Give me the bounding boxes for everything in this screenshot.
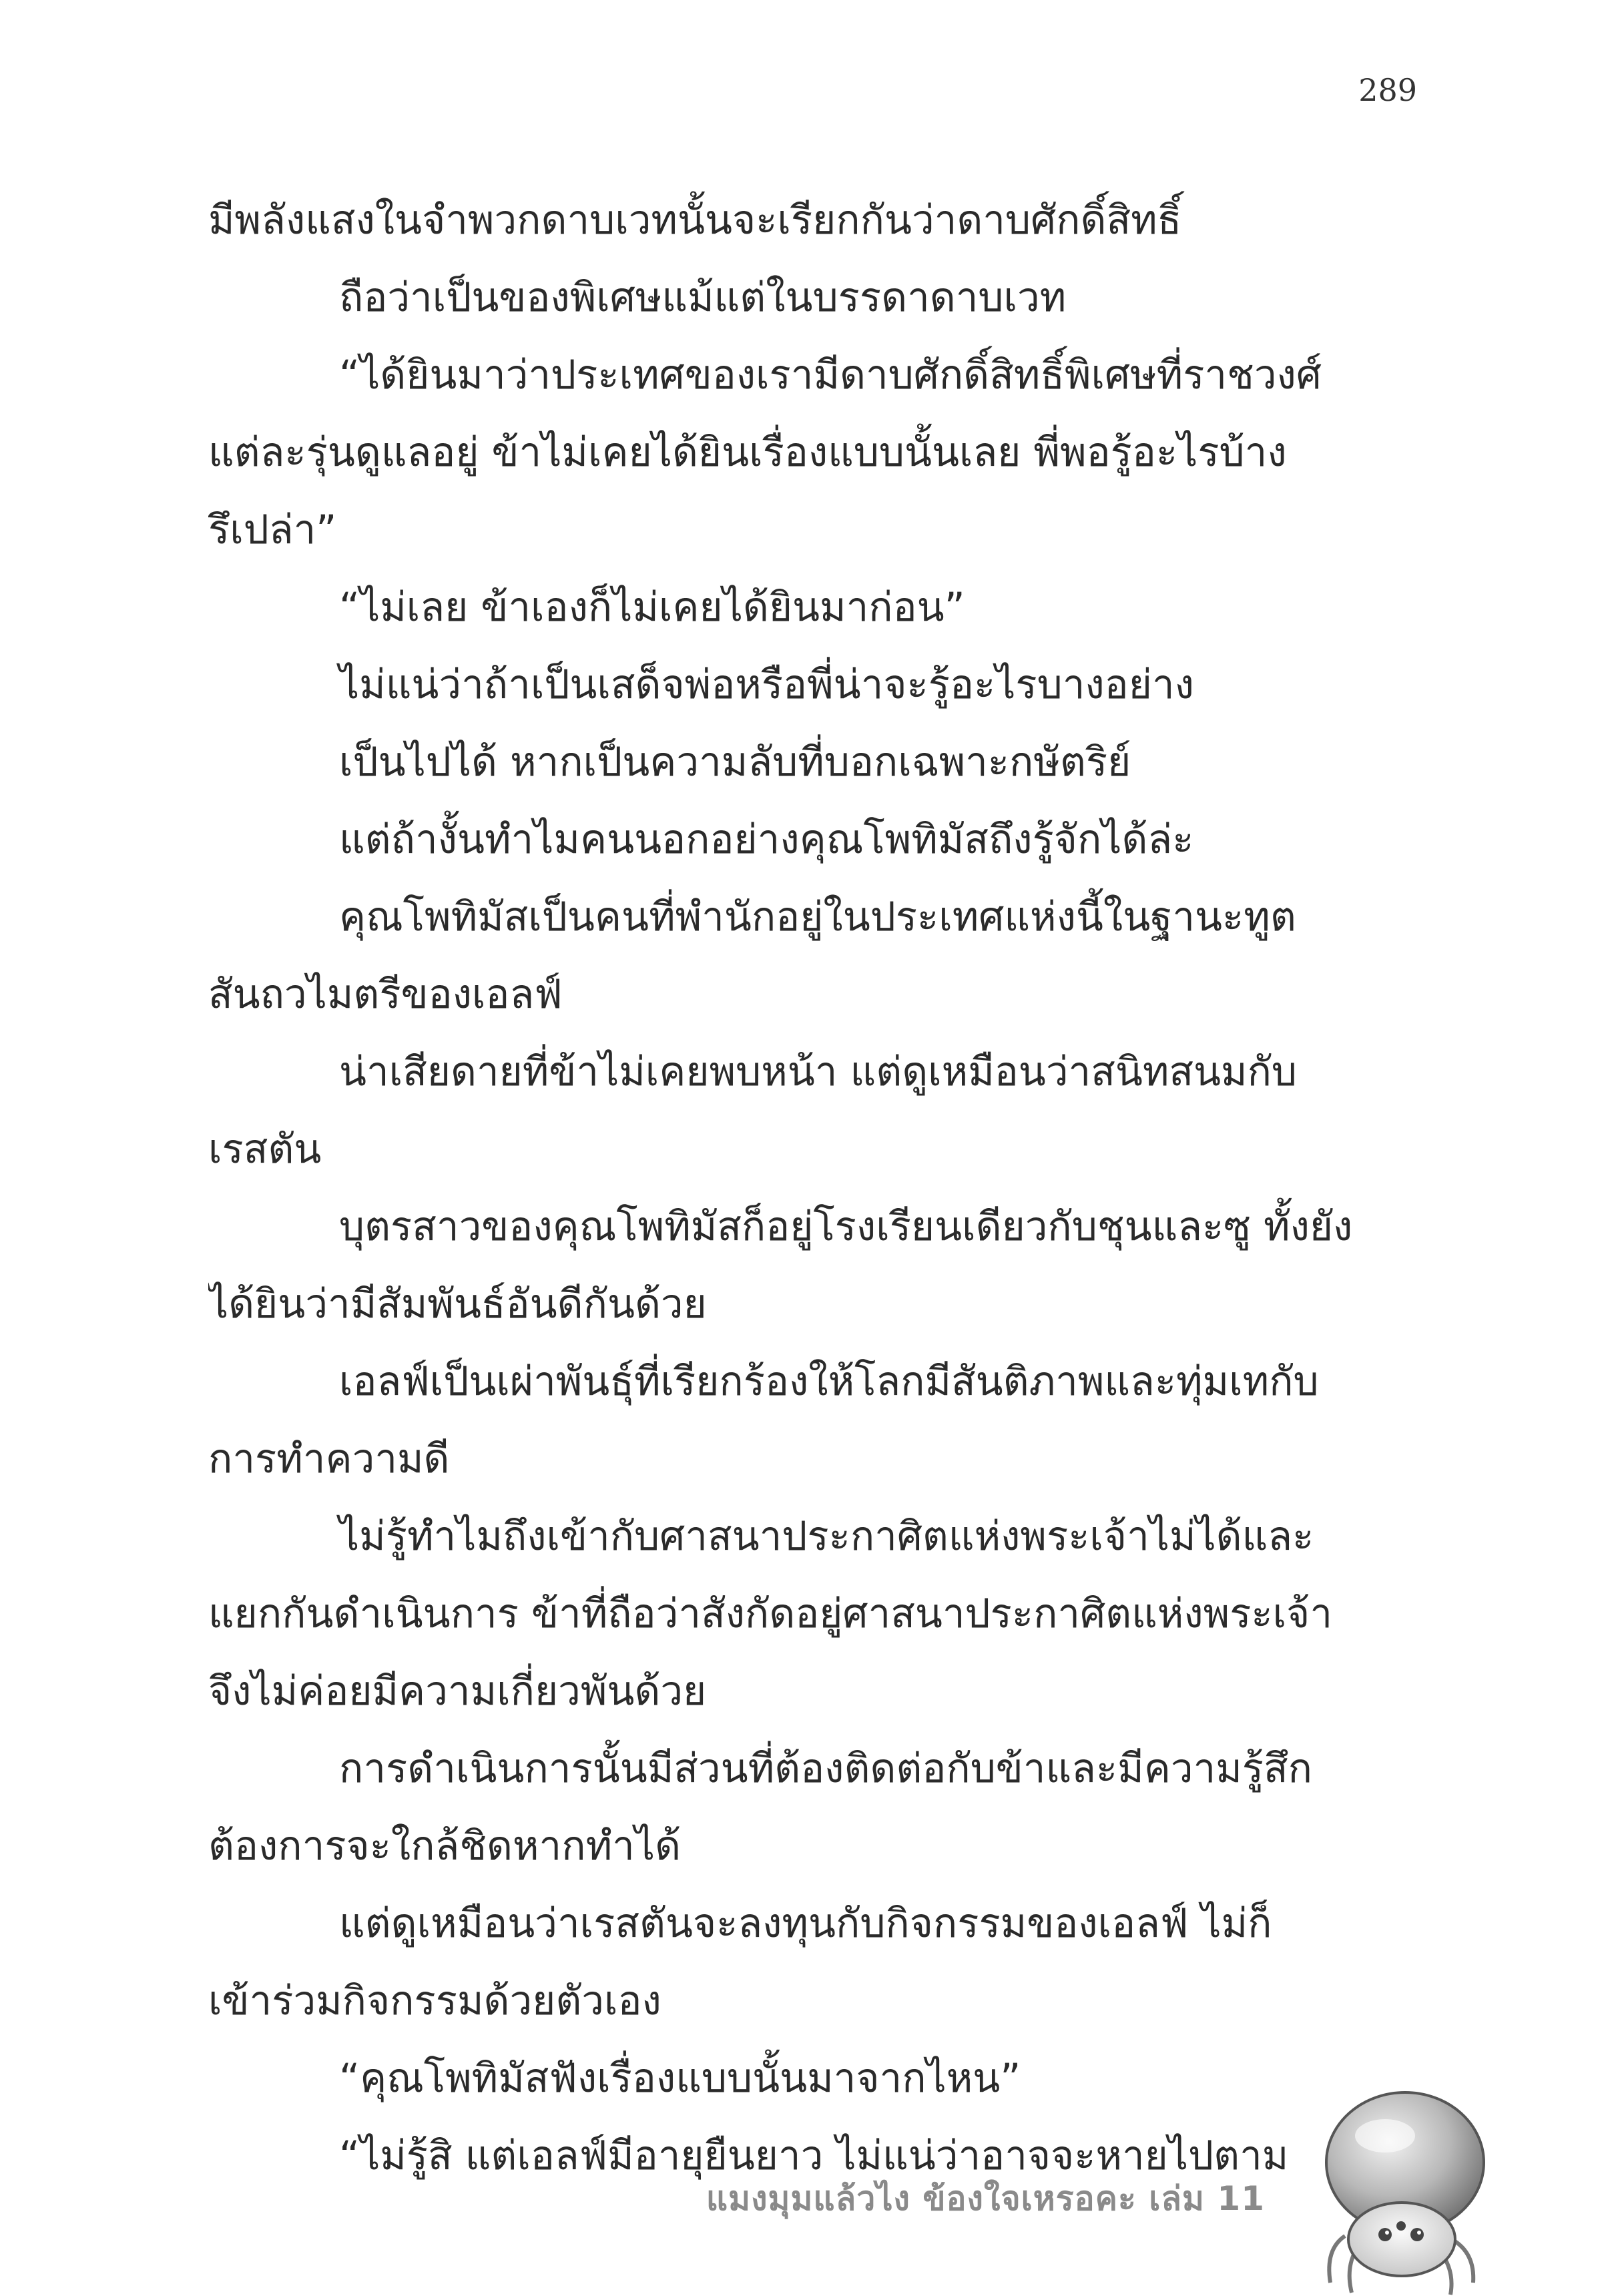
text-line: “ไม่เลย ข้าเองก็ไม่เคยได้ยินมาก่อน” — [339, 584, 965, 631]
text-line: คุณโพทิมัสเป็นคนที่พำนักอยู่ในประเทศแห่งนี้ในฐานะทูต — [339, 894, 1296, 940]
text-line: ถือว่าเป็นของพิเศษแม้แต่ในบรรดาดาบเวท — [339, 274, 1067, 321]
text-line: “คุณโพทิมัสฟังเรื่องแบบนั้นมาจากไหน” — [339, 2055, 1021, 2102]
text-line: แต่ถ้างั้นทำไมคนนอกอย่างคุณโพทิมัสถึงรู้จักได้ล่ะ — [339, 816, 1194, 863]
text-line: เอลฟ์เป็นเผ่าพันธุ์ที่เรียกร้องให้โลกมีสันติภาพและทุ่มเทกับ — [339, 1358, 1319, 1405]
body-text — [208, 182, 1410, 2195]
text-line: บุตรสาวของคุณโพทิมัสก็อยู่โรงเรียนเดียวกับชุนและซู ทั้งยัง — [339, 1203, 1353, 1250]
text-line: มีพลังแสงในจำพวกดาบเวทนั้นจะเรียกกันว่าดาบศักดิ์สิทธิ์ — [208, 197, 1182, 244]
text-line: ได้ยินว่ามีสัมพันธ์อันดีกันด้วย — [208, 1281, 707, 1328]
text-line: การทำความดี — [208, 1436, 450, 1482]
spider-mascot-icon — [1318, 2082, 1492, 2296]
text-line: น่าเสียดายที่ข้าไม่เคยพบหน้า แต่ดูเหมือนว่าสนิทสนมกับ — [339, 1049, 1297, 1095]
text-line: แต่ดูเหมือนว่าเรสตันจะลงทุนกับกิจกรรมของเอลฟ์ ไม่ก็ — [339, 1900, 1272, 1947]
text-line: แต่ละรุ่นดูแลอยู่ ข้าไม่เคยได้ยินเรื่องแบบนั้นเลย พี่พอรู้อะไรบ้าง — [208, 429, 1287, 476]
page-number: 289 — [1358, 72, 1417, 108]
text-line: สันถวไมตรีของเอลฟ์ — [208, 971, 563, 1018]
footer-book-title: แมงมุมแล้วไง ข้องใจเหรอคะ เล่ม 11 — [706, 2179, 1265, 2218]
text-line: การดำเนินการนั้นมีส่วนที่ต้องติดต่อกับข้าและมีความรู้สึก — [339, 1745, 1312, 1792]
text-line: รึเปล่า” — [208, 507, 337, 553]
text-line: ต้องการจะใกล้ชิดหากทำได้ — [208, 1823, 681, 1870]
text-line: เข้าร่วมกิจกรรมด้วยตัวเอง — [208, 1978, 661, 2024]
text-line: เป็นไปได้ หากเป็นความลับที่บอกเฉพาะกษัตริย์ — [339, 739, 1131, 786]
text-line: แยกกันดำเนินการ ข้าที่ถือว่าสังกัดอยู่ศาสนาประกาศิตแห่งพระเจ้า — [208, 1591, 1333, 1637]
text-line: ไม่รู้ทำไมถึงเข้ากับศาสนาประกาศิตแห่งพระเจ้าไม่ได้และ — [339, 1513, 1314, 1560]
text-line: “ไม่รู้สิ แต่เอลฟ์มีอายุยืนยาว ไม่แน่ว่าอาจจะหายไปตาม — [339, 2132, 1289, 2179]
text-line: “ได้ยินมาว่าประเทศของเรามีดาบศักดิ์สิทธิ์พิเศษที่ราชวงศ์ — [339, 352, 1322, 398]
text-line: เรสตัน — [208, 1126, 322, 1173]
text-line: จึงไม่ค่อยมีความเกี่ยวพันด้วย — [208, 1668, 707, 1715]
text-line: ไม่แน่ว่าถ้าเป็นเสด็จพ่อหรือพี่น่าจะรู้อะไรบางอย่าง — [339, 661, 1194, 708]
